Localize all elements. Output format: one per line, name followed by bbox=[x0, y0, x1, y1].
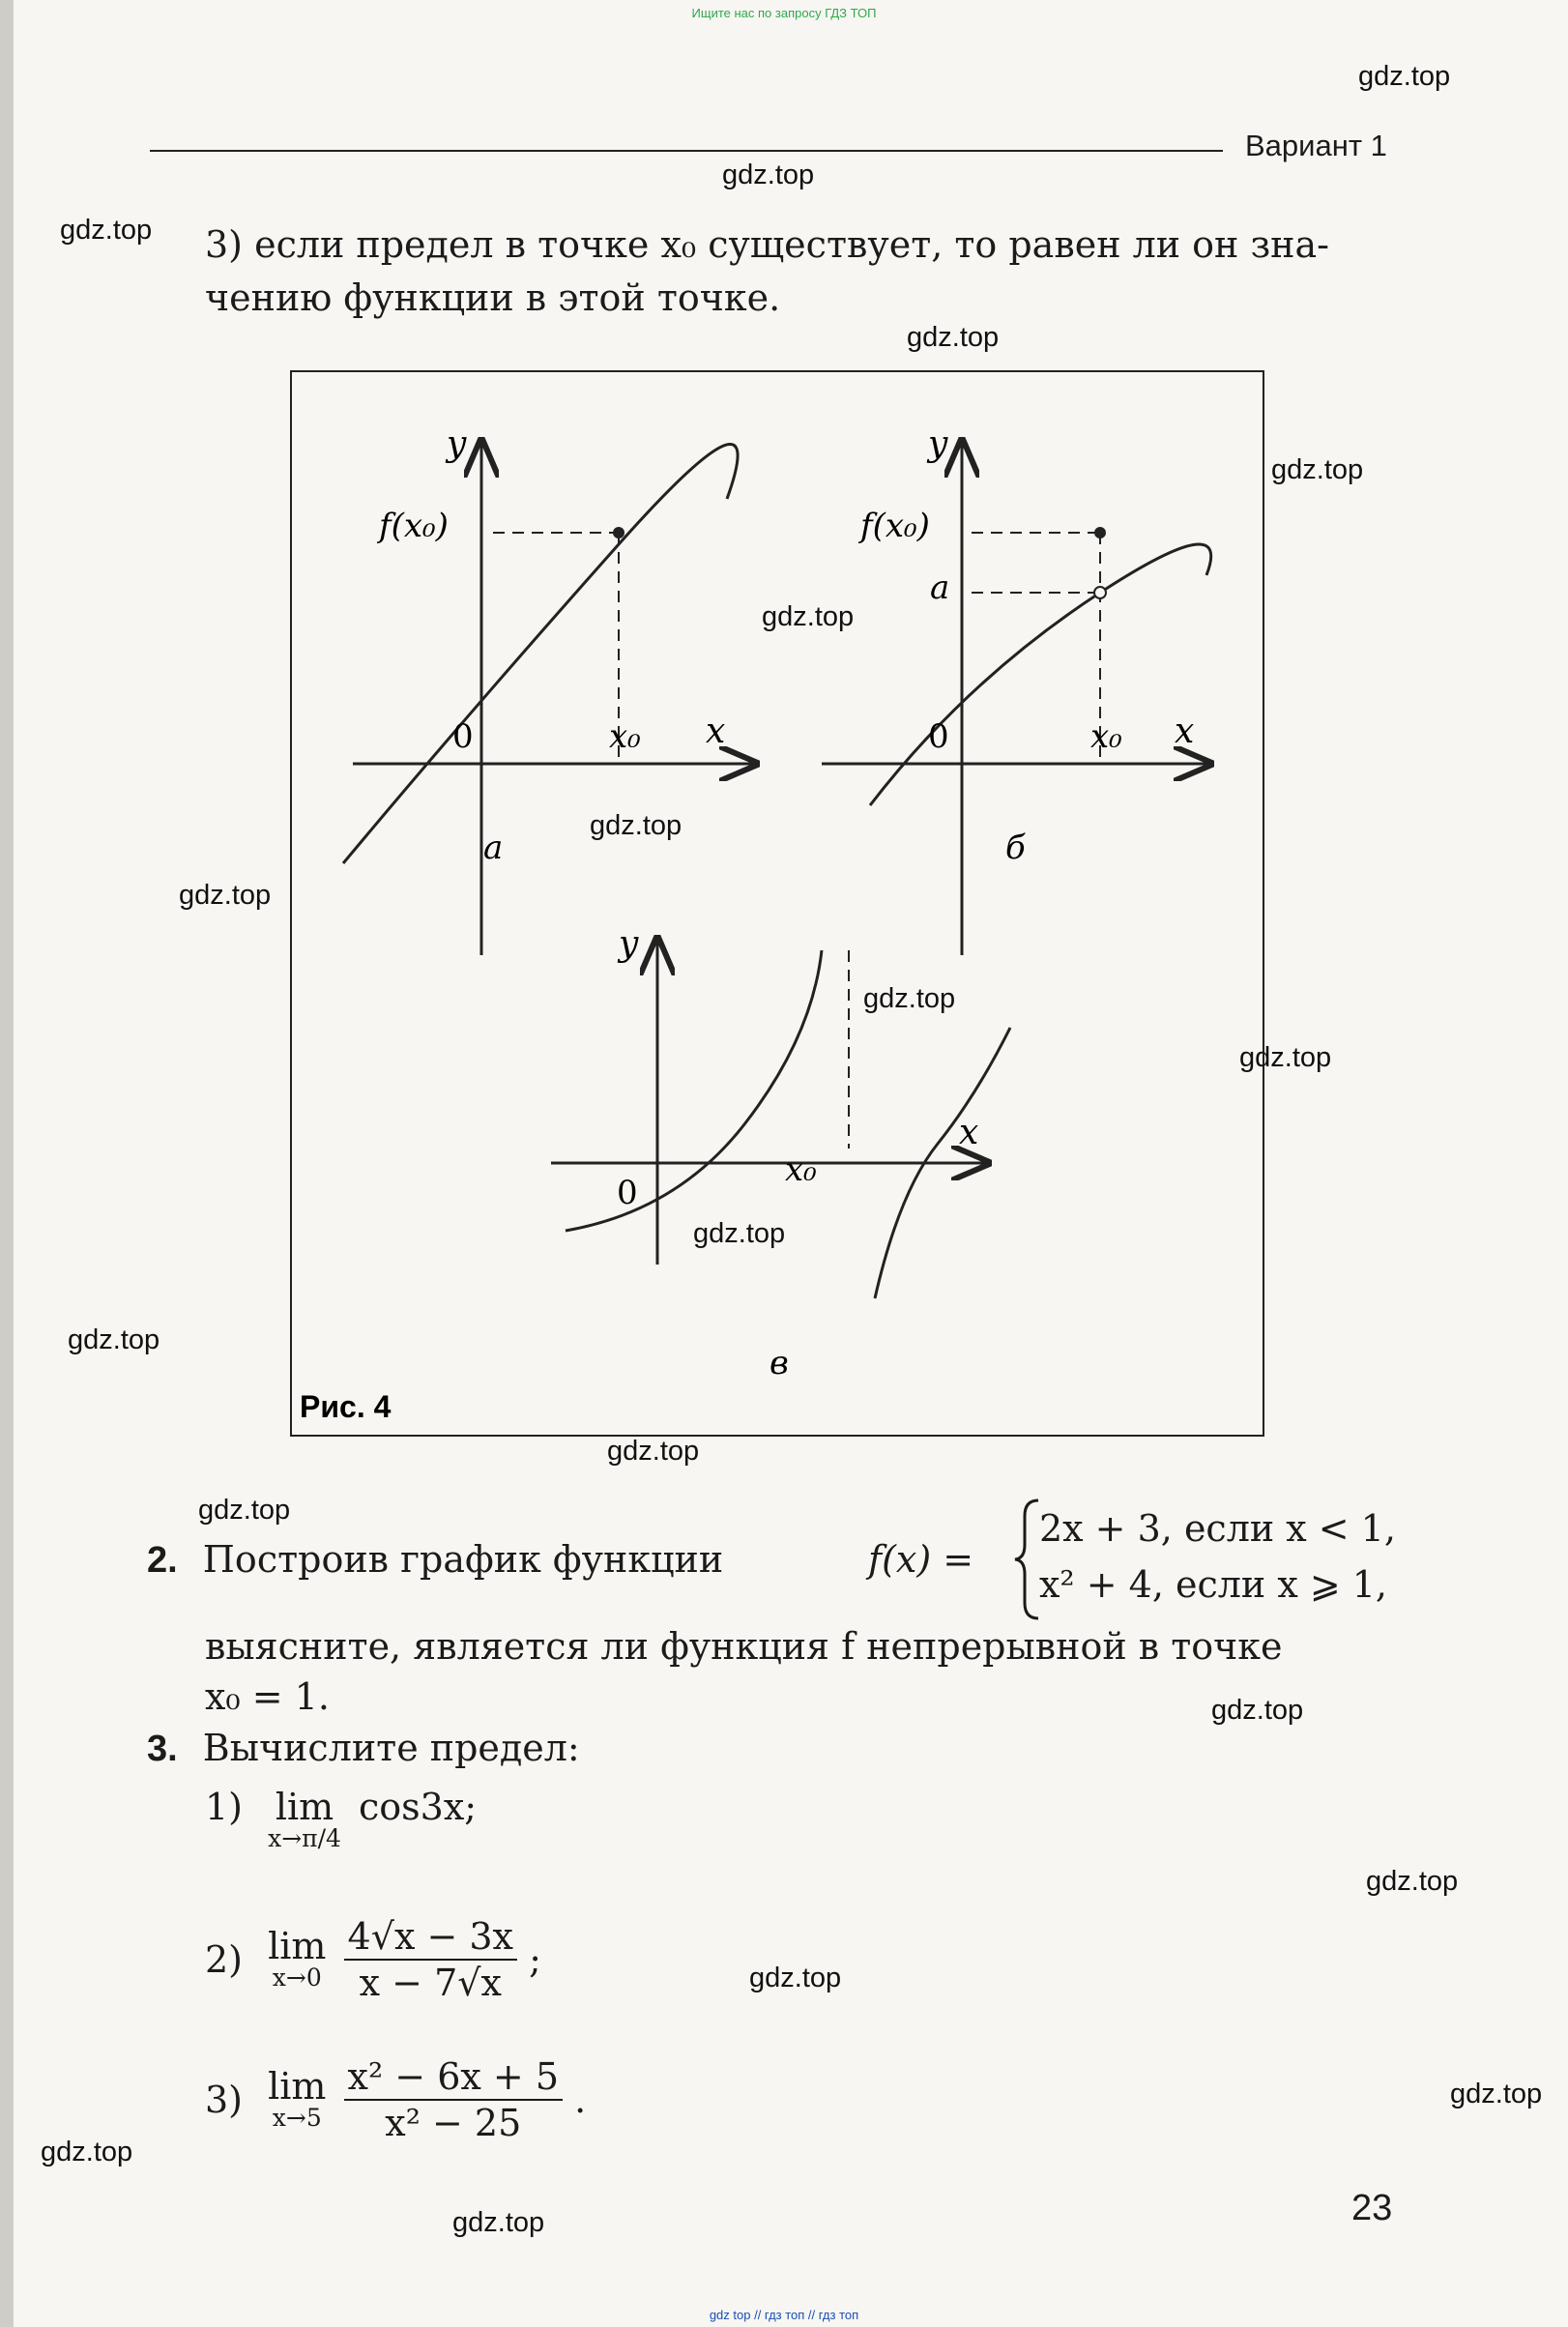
watermark: gdz.top bbox=[749, 1963, 842, 1993]
item1-lim bbox=[268, 1786, 341, 1852]
watermark: gdz.top bbox=[68, 1324, 160, 1355]
panel-a-origin: 0 bbox=[452, 717, 474, 756]
panel-v-x-label: x bbox=[959, 1113, 979, 1152]
item2-lim-sub: x→0 bbox=[272, 1963, 322, 1992]
task2-case1: 2x + 3, если x < 1, bbox=[1039, 1507, 1396, 1550]
item3-lim-word: lim bbox=[268, 2065, 327, 2108]
watermark: gdz.top bbox=[1450, 2079, 1543, 2109]
panel-a-x-label: x bbox=[706, 712, 726, 751]
task3-number: 3. bbox=[147, 1729, 178, 1769]
panel-a-y-label: y bbox=[447, 424, 467, 464]
watermark: gdz.top bbox=[41, 2137, 133, 2167]
watermark: gdz.top bbox=[179, 880, 272, 911]
item3-lim-sub: x→5 bbox=[272, 2104, 322, 2132]
variant-title: Вариант 1 bbox=[1245, 129, 1387, 162]
watermark: gdz.top bbox=[693, 1218, 786, 1249]
figure-caption: Рис. 4 bbox=[300, 1389, 392, 1424]
task2-case2: x² + 4, если x ⩾ 1, bbox=[1039, 1563, 1387, 1606]
panel-b-point bbox=[1094, 527, 1106, 538]
figure-4 bbox=[290, 370, 1264, 1437]
task3-text: Вычислите предел: bbox=[202, 1727, 580, 1769]
panel-v-left-branch bbox=[566, 950, 822, 1231]
item3-fraction bbox=[344, 2054, 563, 2145]
item1-lim-sub: x→π/4 bbox=[268, 1824, 341, 1852]
panel-b-x0: x₀ bbox=[1090, 717, 1122, 756]
panel-b-origin: 0 bbox=[928, 717, 949, 756]
watermark: gdz.top bbox=[1271, 454, 1364, 485]
panel-v-label: в bbox=[769, 1344, 789, 1382]
panel-b-x-label: x bbox=[1175, 712, 1195, 751]
panel-b bbox=[822, 424, 1211, 955]
task3-line bbox=[147, 1724, 580, 1773]
item3-number: 3) bbox=[205, 2079, 244, 2121]
task2-line3: x₀ = 1. bbox=[205, 1675, 330, 1718]
watermark: gdz.top bbox=[762, 601, 855, 632]
panel-b-fx0: f(x₀) bbox=[860, 507, 930, 545]
watermark: gdz.top bbox=[1358, 61, 1451, 92]
task3-item1 bbox=[205, 1786, 478, 1852]
panel-v-origin: 0 bbox=[617, 1174, 638, 1212]
item1-expr: cos3x; bbox=[359, 1786, 478, 1828]
watermark: gdz.top bbox=[722, 160, 815, 190]
task3-item3 bbox=[205, 2054, 586, 2145]
page-number: 23 bbox=[1351, 2188, 1393, 2228]
watermark: gdz.top bbox=[60, 215, 153, 246]
item3-denominator: x² − 25 bbox=[385, 2102, 522, 2144]
watermark: gdz.top bbox=[1366, 1866, 1459, 1897]
panel-a-fx0: f(x₀) bbox=[379, 507, 449, 545]
panel-a-x0: x₀ bbox=[609, 717, 641, 756]
panel-b-curve bbox=[870, 544, 1211, 805]
item3-lim bbox=[268, 2065, 327, 2132]
task3-item2 bbox=[205, 1914, 541, 2005]
item1-lim-word: lim bbox=[275, 1786, 334, 1828]
panel-b-label: б bbox=[1005, 829, 1026, 867]
item2-fraction bbox=[344, 1914, 517, 2005]
brace-icon bbox=[1013, 1497, 1042, 1622]
watermark: gdz.top bbox=[590, 810, 682, 841]
item1-number: 1) bbox=[205, 1786, 244, 1828]
panel-v-x0: x₀ bbox=[785, 1150, 817, 1189]
panel-a bbox=[290, 424, 754, 955]
task2-line1 bbox=[147, 1535, 723, 1585]
task2-text: Построив график функции bbox=[202, 1538, 724, 1581]
watermark: gdz.top bbox=[607, 1436, 700, 1467]
bottom-note: gdz top // гдз топ // гдз топ bbox=[709, 2308, 859, 2322]
item3-tail: . bbox=[574, 2079, 587, 2121]
panel-b-a: a bbox=[930, 568, 950, 607]
top-note: Ищите нас по запросу ГДЗ ТОП bbox=[691, 6, 877, 20]
watermark: gdz.top bbox=[907, 322, 1000, 353]
panel-b-hole bbox=[1094, 587, 1106, 598]
task2-number: 2. bbox=[147, 1540, 178, 1581]
item2-number: 2) bbox=[205, 1938, 244, 1981]
watermark: gdz.top bbox=[1239, 1042, 1332, 1073]
item2-numerator: 4√x − 3x bbox=[344, 1914, 517, 1961]
header-rule bbox=[150, 150, 1223, 152]
item2-denominator: x − 7√x bbox=[359, 1962, 502, 2004]
task2-f: f(x) = bbox=[868, 1538, 974, 1581]
question3-line2: чению функции в этой точке. bbox=[205, 276, 781, 319]
panel-a-point bbox=[613, 527, 624, 538]
watermark: gdz.top bbox=[1211, 1695, 1304, 1726]
watermark: gdz.top bbox=[452, 2207, 545, 2238]
item3-numerator: x² − 6x + 5 bbox=[344, 2054, 563, 2101]
watermark: gdz.top bbox=[863, 983, 956, 1014]
task2-line2: выясните, является ли функция f непрерывной в точке bbox=[205, 1625, 1283, 1668]
scan-edge bbox=[0, 0, 14, 2327]
question3-line1: 3) если предел в точке x₀ существует, то равен ли он зна- bbox=[205, 223, 1330, 266]
watermark: gdz.top bbox=[198, 1495, 291, 1526]
panel-v-y-label: y bbox=[619, 924, 639, 964]
item2-lim bbox=[268, 1925, 327, 1992]
panel-a-label: а bbox=[483, 829, 504, 867]
item2-lim-word: lim bbox=[268, 1925, 327, 1967]
item2-tail: ; bbox=[529, 1938, 541, 1981]
panel-b-y-label: y bbox=[928, 424, 948, 464]
